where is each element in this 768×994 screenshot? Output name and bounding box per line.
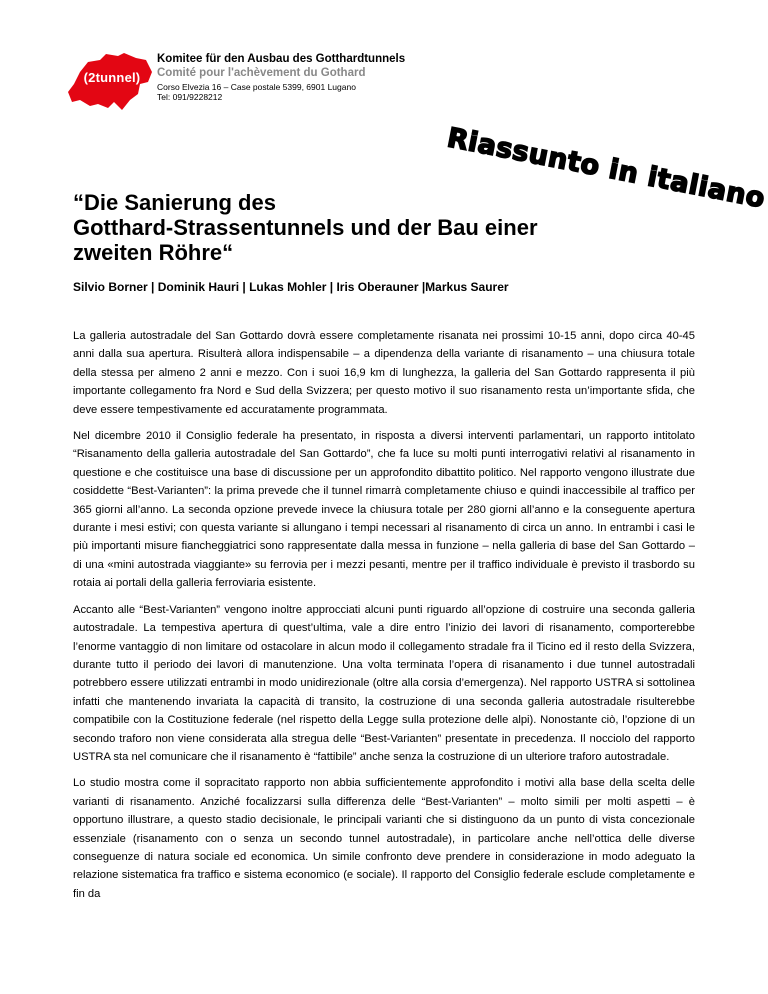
org-name-fr: Comité pour l'achèvement du Gothard bbox=[157, 67, 366, 80]
paragraph: Accanto alle “Best-Varianten” vengono inoltre approcciati alcuni punti riguardo all’opzione di costruire una seconda galleria autostradale. La tempestiva apertura di quest’ultima, vale a dire entro l’inizio dei lavori di risanamento, comporterebbe l’enorme vantaggio di non limitare od ostacolare in alcun modo il collegamento stradale fra il Ticino ed il resto della Svizzera, durante tutto il periodo dei lavori di manutenzione. Una volta terminata l’opera di risanamento i due tunnel autostradali potrebbero essere utilizzati entrambi in modo unidirezionale (oltre alla corsia d’emergenza). Nel rapporto USTRA si sottolinea infatti che mantenendo invariata la capacità di transito, la costruzione di una seconda galleria autostradale risulterebbe compatibile con la Costituzione federale (nel rispetto della Legge sulla protezione delle alpi). Nonostante ciò, l’opzione di un secondo traforo non viene considerata alla stregua delle “Best-Varianten” presentate in precedenza. Il nocciolo del rapporto USTRA sta nel comunicare che il risanamento è “fattibile” anche senza la costruzione di un ulteriore traforo autostradale. bbox=[73, 603, 695, 763]
title-line: “Die Sanierung des bbox=[73, 190, 276, 215]
summary-body bbox=[73, 327, 695, 911]
document-title bbox=[73, 190, 693, 265]
title-line: Gotthard-Strassentunnels und der Bau einer bbox=[73, 215, 538, 241]
organization-header bbox=[157, 52, 405, 103]
org-name-de: Komitee für den Ausbau des Gotthardtunnels bbox=[157, 53, 406, 65]
org-address: Corso Elvezia 16 – Case postale 5399, 6901 Lugano bbox=[157, 81, 356, 92]
paragraph: Nel dicembre 2010 il Consiglio federale ha presentato, in risposta a diversi interventi parlamentari, un rapporto intitolato “Risanamento della galleria autostradale del San Gottardo”, che fa luce su molti punti interrogativi relativi al risanamento in questione e che costituisce una base di discussione per un approfondito dibattito politico. Nel rapporto vengono illustrate due cosiddette “Best-Varianten”: la prima prevede che il tunnel rimarrà completamente chiuso e quindi inaccessibile al traffico per 365 giorni all’anno. La seconda opzione prevede invece la chiusura totale per 280 giorni all’anno e la conseguente apertura durante i mesi estivi; con questa variante si allungano i tempi necessari al risanamento di circa un anno. In entrambi i casi le più importanti misure fiancheggiatrici sono rappresentate dalla messa in funzione – nella galleria di base del San Gottardo – di una «mini autostrada viaggiante» su ferrovia per i mezzi pesanti, mentre per il traffico individuale è previsto il trasbordo su rotaia ai portali della galleria ferroviaria esistente. bbox=[73, 430, 695, 590]
paragraph: La galleria autostradale del San Gottardo dovrà essere completamente risanata nei prossimi 10-15 anni, dopo circa 40-45 anni dalla sua apertura. Risulterà allora indispensabile – a dipendenza della variante di risanamento – una chiusura totale della stessa per almeno 2 anni e mezzo. Con i suoi 16,9 km di lunghezza, la galleria del San Gottardo rappresenta il più importante collegamento fra Nord e Sud della Svizzera; per questo motivo il suo risanamento resta un’importante sfida, che deve essere tempestivamente ed accuratamente programmata. bbox=[73, 330, 695, 416]
logo-text: (2tunnel) bbox=[83, 70, 141, 85]
stamp-text: Riassunto in italiano bbox=[444, 122, 768, 215]
org-phone: Tel: 091/9228212 bbox=[157, 92, 223, 103]
title-line: zweiten Röhre“ bbox=[73, 240, 234, 266]
authors-line: Silvio Borner | Dominik Hauri | Lukas Mohler | Iris Oberauner |Markus Saurer bbox=[73, 280, 509, 294]
paragraph: Lo studio mostra come il sopracitato rapporto non abbia sufficientemente approfondito i motivi alla base della scelta delle varianti di risanamento. Anziché focalizzarsi sulla differenza delle “Best-Varianten” – molto simili per molti aspetti – è opportuno illustrare, a questo stadio decisionale, le principali varianti che si distinguono da un punto di vista concezionale essenziale (risanamento con o senza un secondo tunnel autostradale), in particolare anche nell’ottica delle diverse conseguenze di natura sociale ed economica. Un simile confronto deve prendere in considerazione in modo adeguato la relazione sistematica fra traffico e sistema economico (e sociale). Il rapporto del Consiglio federale esclude completamente e fin da bbox=[73, 777, 695, 900]
